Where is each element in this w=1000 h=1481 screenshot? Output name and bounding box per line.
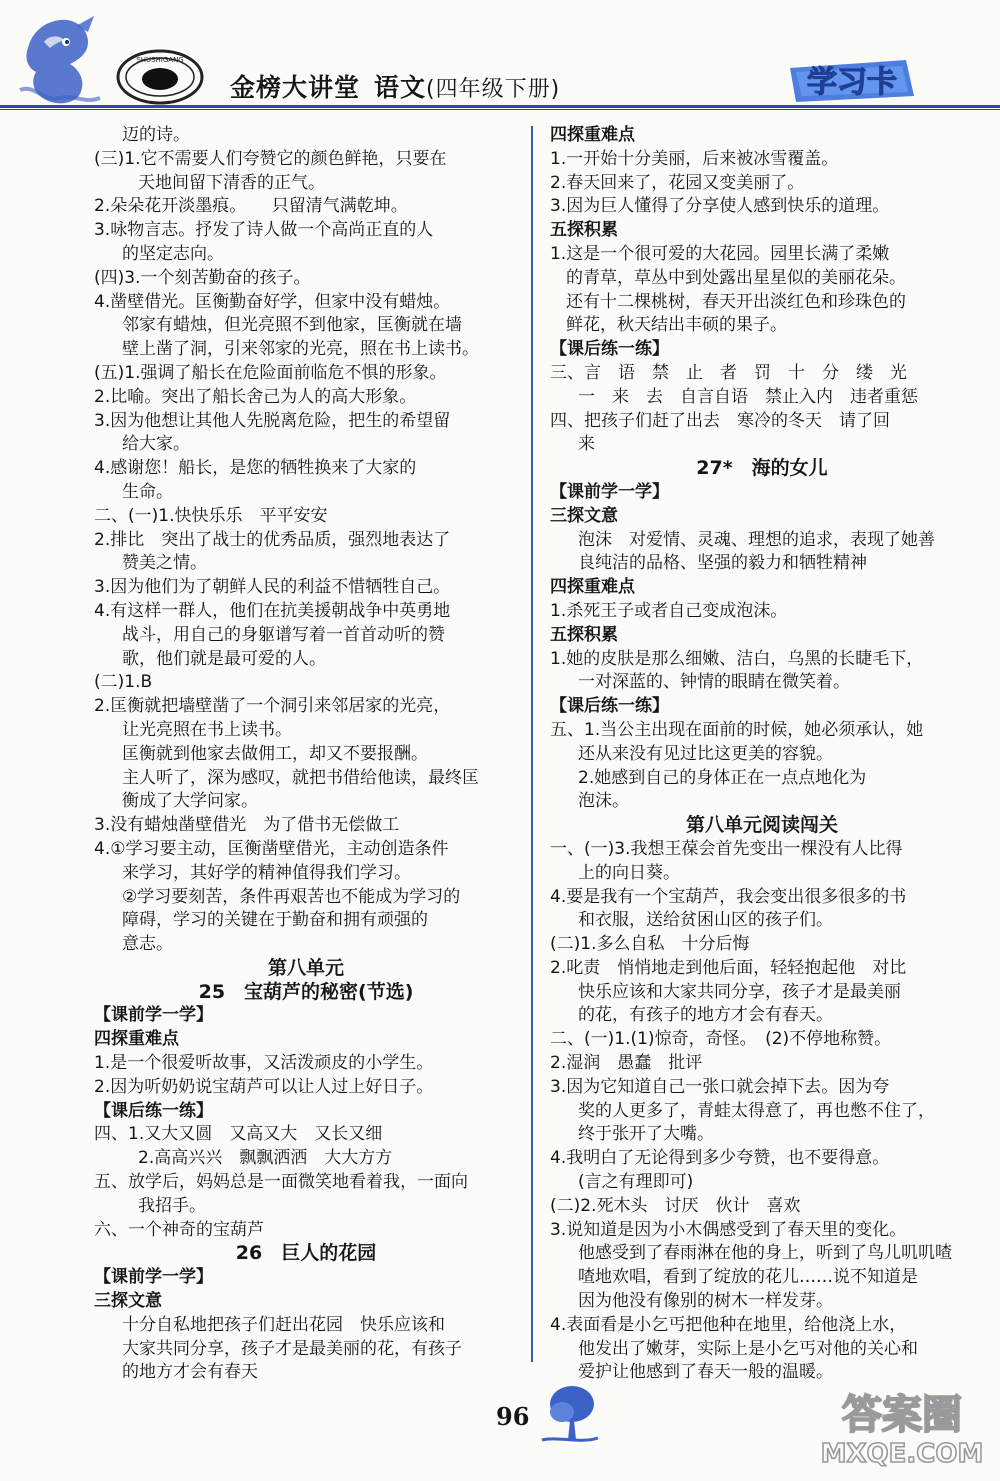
- dragon-mascot-icon: [14, 12, 106, 112]
- subject-name: 语文: [374, 73, 427, 102]
- right-column: [550, 124, 974, 1385]
- right-subheading: 【课前学一学】: [550, 481, 669, 502]
- left-line: 大家共同分享，孩子才是最美丽的花，有孩子: [122, 1338, 462, 1359]
- left-line: 4.感谢您！船长，是您的牺牲换来了大家的: [94, 458, 417, 479]
- left-line: (三)1.它不需要人们夸赞它的颜色鲜艳，只要在: [94, 148, 447, 169]
- left-line: 我招手。: [138, 1195, 206, 1216]
- left-line: 3.因为他们为了朝鲜人民的利益不惜牺牲自己。: [94, 577, 451, 598]
- left-line: 2.高高兴兴 飘飘洒洒 大大方方: [138, 1148, 393, 1169]
- left-subheading: 【课前学一学】: [94, 1005, 213, 1026]
- right-line: 五、1.当公主出现在面前的时候，她必须承认，她: [550, 719, 924, 740]
- right-line: 鲜花，秋天结出丰硕的果子。: [566, 315, 787, 336]
- right-line: 还从来没有见过比这更美的容貌。: [578, 743, 833, 764]
- left-line: 天地间留下清香的正气。: [138, 172, 325, 193]
- right-line: 泡沫 对爱情、灵魂、理想的追求，表现了她善: [578, 529, 935, 550]
- left-line: 五、放学后，妈妈总是一面微笑地看着我，一面向: [94, 1172, 468, 1193]
- left-line: 2.因为听奶奶说宝葫芦可以让人过上好日子。: [94, 1076, 434, 1097]
- brand-name: 金榜大讲堂: [230, 73, 361, 102]
- left-line: 二、(一)1.快快乐乐 平平安安: [94, 505, 328, 526]
- right-line: 他发出了嫩芽，实际上是小乞丐对他的关心和: [578, 1338, 918, 1359]
- right-subheading: 【课后练一练】: [550, 696, 669, 717]
- right-subheading: 四探重难点: [550, 577, 635, 598]
- badge-text: 学习卡: [807, 65, 897, 100]
- left-subheading: 三探文意: [94, 1291, 162, 1312]
- left-line: 4.①学习要主动，匡衡凿壁借光，主动创造条件: [94, 838, 449, 859]
- decorative-tree-icon: [540, 1382, 600, 1446]
- right-line: (言之有理即可): [578, 1172, 694, 1193]
- right-line: 的青草，草丛中到处露出星星似的美丽花朵。: [566, 267, 906, 288]
- left-subheading: 【课前学一学】: [94, 1267, 213, 1288]
- right-line: 3.因为它知道自己一张口就会掉下去。因为夸: [550, 1076, 890, 1097]
- watermark-logo: [814, 1384, 990, 1470]
- grade-label: (四年级下册): [426, 77, 561, 102]
- left-line: 六、一个神奇的宝葫芦: [94, 1219, 264, 1240]
- left-section-title: 26 巨人的花园: [235, 1242, 377, 1265]
- left-subheading: 【课后练一练】: [94, 1100, 213, 1121]
- right-line: 1.一开始十分美丽，后来被冰雪覆盖。: [550, 148, 839, 169]
- left-line: 战斗，用自己的身躯谱写着一首首动听的赞: [122, 624, 445, 645]
- left-column: [94, 124, 518, 1385]
- right-line: 3.说知道是因为小木偶感受到了春天里的变化。: [550, 1219, 907, 1240]
- right-line: 因为他没有像别的树木一样发芽。: [578, 1291, 833, 1312]
- right-line: 良纯洁的品格、坚强的毅力和牺牲精神: [578, 553, 867, 574]
- right-line: 快乐应该和大家共同分享，孩子才是最美丽: [578, 981, 901, 1002]
- right-subheading: 【课后练一练】: [550, 339, 669, 360]
- right-line: 还有十二棵桃树，春天开出淡红色和珍珠色的: [566, 291, 906, 312]
- page-header: [0, 0, 1000, 112]
- right-line: 来: [578, 434, 595, 455]
- left-section-title: 第八单元: [267, 956, 344, 979]
- right-line: 4.要是我有一个宝葫芦，我会变出很多很多的书: [550, 886, 907, 907]
- book-title: [230, 68, 560, 104]
- left-line: 匡衡就到他家去做佣工，却又不要报酬。: [122, 743, 428, 764]
- right-line: 他感受到了春雨淋在他的身上，听到了鸟儿叽叽喳: [578, 1243, 952, 1264]
- left-line: 赞美之情。: [122, 553, 207, 574]
- left-line: 十分自私地把孩子们赶出花园 快乐应该和: [122, 1314, 445, 1335]
- column-divider: [531, 126, 533, 1362]
- left-line: 3.咏物言志。抒发了诗人做一个高尚正直的人: [94, 220, 434, 241]
- logo-text: SHUSHIGANG: [136, 56, 184, 64]
- right-line: (二)2.死木头 讨厌 伙计 喜欢: [550, 1195, 801, 1216]
- right-line: 三、言 语 禁 止 者 罚 十 分 缕 光: [550, 362, 907, 383]
- left-line: 3.没有蜡烛凿壁借光 为了借书无偿做工: [94, 815, 400, 836]
- left-line: 邻家有蜡烛，但光亮照不到他家，匡衡就在墙: [122, 315, 462, 336]
- right-line: 上的向日葵。: [578, 862, 680, 883]
- right-line: 一 来 去 自言自语 禁止入内 违者重惩: [578, 386, 918, 407]
- right-line: 奖的人更多了，青蛙太得意了，再也憋不住了，: [578, 1100, 935, 1121]
- right-subheading: 五探积累: [550, 220, 618, 241]
- left-line: (二)1.B: [94, 672, 153, 693]
- right-line: 1.她的皮肤是那么细嫩、洁白，乌黑的长睫毛下，: [550, 648, 924, 669]
- left-line: 2.朵朵花开淡墨痕。 只留清气满乾坤。: [94, 196, 408, 217]
- right-line: 2.春天回来了，花园又变美丽了。: [550, 172, 805, 193]
- left-line: 的地方才会有春天: [122, 1362, 258, 1383]
- watermark-line2: MXQE.COM: [820, 1439, 984, 1469]
- left-line: 给大家。: [122, 434, 190, 455]
- right-line: 泡沫。: [578, 791, 629, 812]
- right-line: 3.因为巨人懂得了分享使人感到快乐的道理。: [550, 196, 890, 217]
- right-line: 2.叱责 悄悄地走到他后面，轻轻抱起他 对比: [550, 957, 907, 978]
- page-number: 96: [496, 1402, 530, 1431]
- right-line: 二、(一)1.(1)惊奇，奇怪。 (2)不停地称赞。: [550, 1029, 892, 1050]
- left-section-title: 25 宝葫芦的秘密(节选): [198, 980, 414, 1003]
- right-line: 的花，有孩子的地方才会有春天。: [578, 1005, 833, 1026]
- right-line: 四、把孩子们赶了出去 寒冷的冬天 请了回: [550, 410, 890, 431]
- left-line: 2.匡衡就把墙壁凿了一个洞引来邻居家的光亮，: [94, 696, 451, 717]
- right-line: 4.表面看是小乞丐把他种在地里，给他浇上水，: [550, 1314, 907, 1335]
- right-line: 喳地欢唱，看到了绽放的花儿……说不知道是: [578, 1267, 918, 1288]
- right-section-title: 第八单元阅读闯关: [685, 814, 838, 837]
- left-line: 衡成了大学问家。: [122, 791, 258, 812]
- left-line: 来学习，其好学的精神值得我们学习。: [122, 862, 411, 883]
- header-rule: [0, 105, 1000, 108]
- left-line: (四)3.一个刻苦勤奋的孩子。: [94, 267, 311, 288]
- left-line: 歌，他们就是最可爱的人。: [122, 648, 326, 669]
- right-line: 一对深蓝的、钟情的眼睛在微笑着。: [578, 672, 850, 693]
- right-subheading: 三探文意: [550, 505, 618, 526]
- left-line: 四、1.又大又圆 又高又大 又长又细: [94, 1124, 383, 1145]
- left-line: 生命。: [122, 481, 173, 502]
- right-line: 1.杀死王子或者自己变成泡沫。: [550, 600, 788, 621]
- study-card-badge: [786, 58, 918, 104]
- left-line: 意志。: [122, 934, 173, 955]
- right-line: 2.湿润 愚蠢 批评: [550, 1053, 703, 1074]
- left-line: 2.排比 突出了战士的优秀品质，强烈地表达了: [94, 529, 451, 550]
- left-line: (五)1.强调了船长在危险面前临危不惧的形象。: [94, 362, 447, 383]
- header-rule-thin: [0, 109, 1000, 110]
- left-line: 3.因为他想让其他人先脱离危险，把生的希望留: [94, 410, 451, 431]
- right-line: 爱护让他感到了春天一般的温暖。: [578, 1362, 833, 1383]
- right-line: 终于张开了大嘴。: [578, 1124, 714, 1145]
- right-line: (二)1.多么自私 十分后悔: [550, 934, 750, 955]
- right-subheading: 四探重难点: [550, 125, 635, 145]
- right-line: 1.这是一个很可爱的大花园。园里长满了柔嫩: [550, 243, 890, 264]
- right-line: 4.我明白了无论得到多少夸赞，也不要得意。: [550, 1148, 890, 1169]
- left-line: ②学习要刻苦，条件再艰苦也不能成为学习的: [122, 886, 461, 907]
- left-line: 障碍，学习的关键在于勤奋和拥有顽强的: [122, 910, 428, 931]
- right-subheading: 五探积累: [550, 624, 618, 645]
- left-line: 让光亮照在书上读书。: [122, 719, 292, 740]
- left-subheading: 四探重难点: [94, 1029, 179, 1050]
- right-line: 一、(一)3.我想王葆会首先变出一棵没有人比得: [550, 838, 903, 859]
- left-line: 迈的诗。: [122, 125, 190, 145]
- publisher-logo: [114, 48, 206, 106]
- watermark-line1: 答案圈: [842, 1392, 962, 1438]
- left-line: 的坚定志向。: [122, 243, 224, 264]
- left-line: 1.是一个很爱听故事，又活泼顽皮的小学生。: [94, 1053, 434, 1074]
- left-line: 2.比喻。突出了船长舍己为人的高大形象。: [94, 386, 417, 407]
- left-line: 主人听了，深为感叹，就把书借给他读，最终匡: [122, 767, 479, 788]
- left-line: 4.凿壁借光。匡衡勤奋好学，但家中没有蜡烛。: [94, 291, 451, 312]
- right-line: 和衣服，送给贫困山区的孩子们。: [578, 910, 833, 931]
- right-section-title: 27* 海的女儿: [696, 457, 828, 480]
- left-line: 壁上凿了洞，引来邻家的光亮，照在书上读书。: [122, 339, 479, 360]
- right-line: 2.她感到自己的身体正在一点点地化为: [578, 767, 867, 788]
- left-line: 4.有这样一群人，他们在抗美援朝战争中英勇地: [94, 600, 451, 621]
